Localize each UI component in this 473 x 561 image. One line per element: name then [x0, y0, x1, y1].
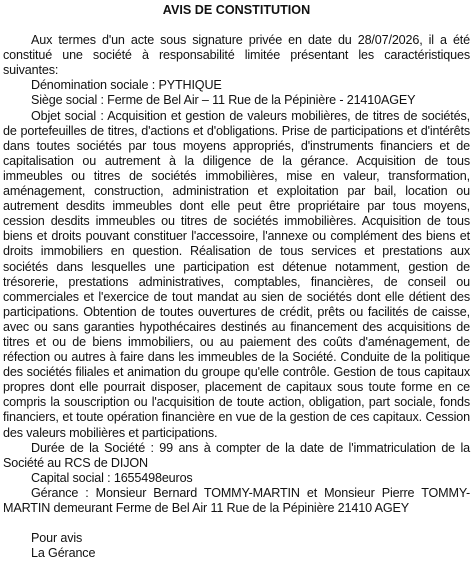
notice-signature: La Gérance: [31, 546, 96, 561]
notice-registered-office: Siège social : Ferme de Bel Air – 11 Rue de la Pépinière - 21410AGEY: [31, 93, 416, 108]
notice-intro: Aux termes d'un acte sous signature privée en date du 28/07/2026, il a été constitué une société à responsabilité limitée présentant les caractéristiques suivantes:: [3, 33, 470, 78]
notice-duration: Durée de la Société : 99 ans à compter de la date de l'immatriculation de la Société au RCS de DIJON: [3, 440, 470, 470]
notice-closing: Pour avis: [31, 531, 83, 546]
notice-corporate-purpose: Objet social : Acquisition et gestion de valeurs mobilières, de titres de sociétés, de portefeuilles de titres, d'actions et d'obligations. Prise de participations et d'intérêts dans toutes sociétés par tous moyens appropriés, d'instruments financiers et de capitalisation ou autrement à la diligence de la gérance. Acquisition de tous immeubles ou titres de sociétés immobilières, mise en valeur, transformation, aménagement, construction, administration et exploitation par bail, location ou autrement desdits immeubles dont elle peut être propriétaire par tous moyens, cession desdits immeubles ou titres de sociétés immobilières. Acquisition de tous biens et droits pouvant constituer l'accessoire, l'annexe ou complément des biens et droits immobiliers en question. Réalisation de tous services et prestations aux sociétés dans lesquelles une participation est détenue notamment, gestion de trésorerie, prestations administratives, comptables, financières, de conseil ou commerciales et l'exercice de tout mandat au sien de sociétés dont elle détient des participations. Obtention de toutes ouvertures de crédit, prêts ou facilités de caisse, avec ou sans garanties hypothécaires destinés au financement des acquisitions de titres et ou de biens immobiliers, ou au paiement des coûts d'aménagement, de réfection ou autres à faire dans les immeubles de la Société. Conduite de la politique des sociétés filiales et animation du groupe qu'elle contrôle. Gestion de tous capitaux propres dont elle pourrait disposer, placement de capitaux sous toute forme en ce compris la souscription ou l'acquisition de toute action, obligation, part sociale, fonds financiers, et toute opération financière en vue de la gestion de ces capitaux. Cession des valeurs mobilières et participations.: [3, 108, 470, 440]
notice-denomination: Dénomination sociale : PYTHIQUE: [31, 78, 222, 93]
legal-notice: [3, 3, 470, 561]
notice-management: Gérance : Monsieur Bernard TOMMY-MARTIN et Monsieur Pierre TOMMY-MARTIN demeurant Ferme de Bel Air 11 Rue de la Pépinière 21410 AGEY: [3, 485, 470, 515]
notice-share-capital: Capital social : 1655498euros: [31, 470, 193, 485]
notice-title: AVIS DE CONSTITUTION: [162, 3, 311, 17]
spacer: [3, 516, 470, 531]
